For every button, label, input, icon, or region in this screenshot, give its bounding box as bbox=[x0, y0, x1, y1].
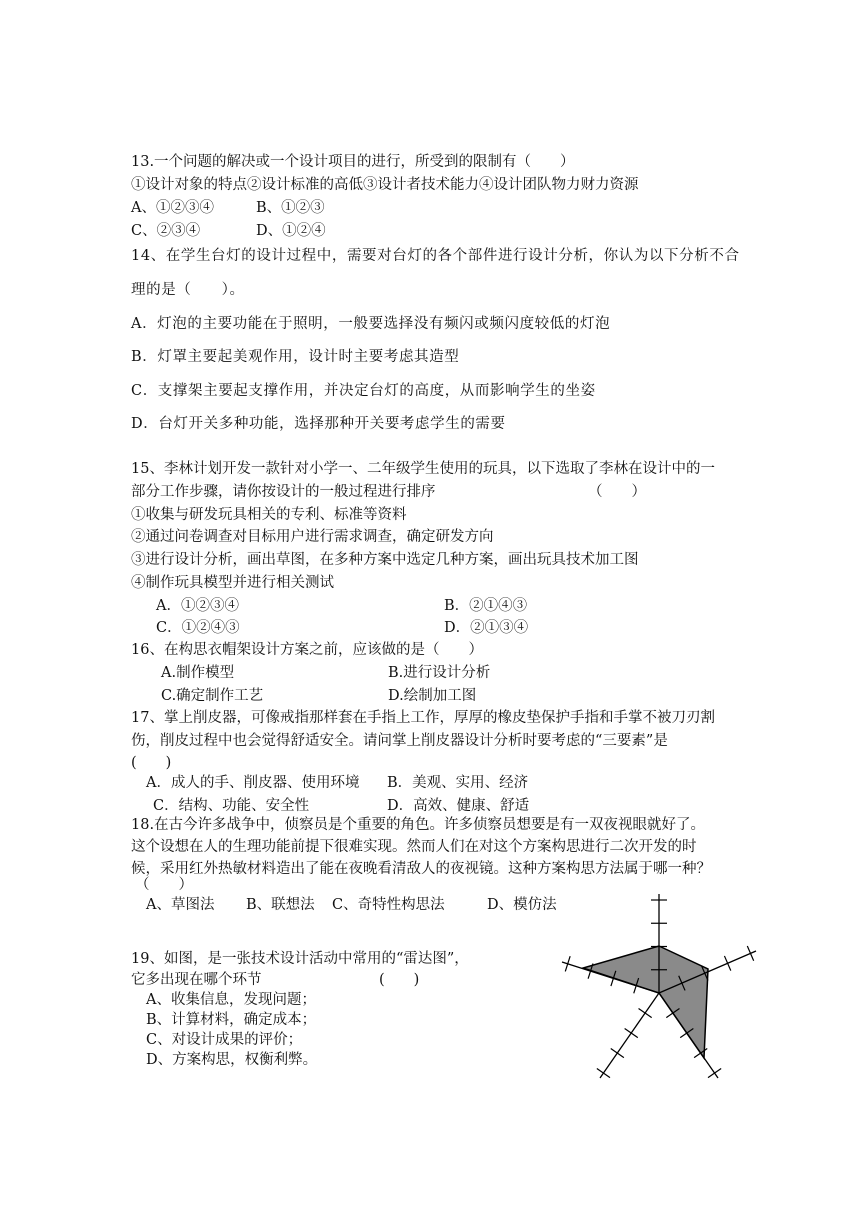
q16-option-c: C.确定制作工艺 bbox=[161, 688, 264, 704]
radar-polygon bbox=[583, 946, 708, 1058]
q17-stem-line2: 伤，削皮过程中也会觉得舒适安全。请问掌上削皮器设计分析时要考虑的“三要素”是 bbox=[131, 733, 668, 749]
q13-stem: 13.一个问题的解决或一个设计项目的进行，所受到的限制有（ ） bbox=[131, 154, 575, 170]
q13-option-c: C、②③④ bbox=[131, 223, 201, 239]
q14-stem-line2: 理的是（ ）。 bbox=[131, 282, 245, 298]
q17-option-b: B．美观、实用、经济 bbox=[387, 775, 529, 791]
q16-option-d: D.绘制加工图 bbox=[388, 688, 477, 704]
radar-tick-axis4-2 bbox=[625, 1028, 638, 1037]
radar-chart-figure bbox=[540, 890, 780, 1090]
q17-option-c: C．结构、功能、安全性 bbox=[153, 798, 310, 814]
radar-tick-axis3-4 bbox=[708, 1069, 721, 1078]
radar-tick-axis4-4 bbox=[597, 1069, 610, 1078]
q14-stem-line1: 14、在学生台灯的设计过程中，需要对台灯的各个部件进行设计分析，你认为以下分析不合 bbox=[131, 248, 740, 264]
q15-answer-paren: （ ） bbox=[588, 484, 646, 500]
q19-option-c: C、对设计成果的评价； bbox=[146, 1032, 303, 1048]
q15-step-2: ②通过问卷调查对目标用户进行需求调查，确定研发方向 bbox=[131, 529, 494, 545]
q15-step-1: ①收集与研发玩具相关的专利、标准等资料 bbox=[131, 507, 407, 523]
q18-option-d: D、模仿法 bbox=[487, 897, 557, 913]
q13-option-a: A、①②③④ bbox=[131, 200, 214, 216]
q17-option-d: D．高效、健康、舒适 bbox=[387, 798, 530, 814]
q15-option-b: B．②①④③ bbox=[444, 598, 528, 614]
q15-option-a: A．①②③④ bbox=[156, 598, 239, 614]
q18-stem-line1: 18.在古今许多战争中，侦察员是个重要的角色。许多侦察员想要是有一双夜视眼就好了。 bbox=[131, 817, 706, 833]
q19-answer-paren: ( ) bbox=[379, 972, 420, 988]
q15-stem-line2: 部分工作步骤，请你按设计的一般过程进行排序 bbox=[131, 484, 436, 500]
q14-option-d: D．台灯开关多种功能，选择那种开关要考虑学生的需要 bbox=[131, 416, 506, 432]
q15-step-4: ④制作玩具模型并进行相关测试 bbox=[131, 575, 334, 591]
q19-option-b: B、计算材料，确定成本； bbox=[146, 1012, 317, 1028]
radar-tick-axis2-3 bbox=[724, 956, 730, 971]
q14-option-b: B．灯罩主要起美观作用，设计时主要考虑其造型 bbox=[131, 349, 460, 365]
q18-option-c: C、奇特性构思法 bbox=[332, 897, 445, 913]
q15-stem-line1: 15、李林计划开发一款针对小学一、二年级学生使用的玩具，以下选取了李林在设计中的一 bbox=[131, 461, 715, 477]
q16-option-a: A.制作模型 bbox=[161, 665, 235, 681]
radar-tick-axis4-1 bbox=[639, 1008, 652, 1017]
q19-option-a: A、收集信息，发现问题； bbox=[146, 992, 316, 1008]
q17-stem-line3: ( ) bbox=[131, 755, 172, 771]
q17-option-a: A．成人的手、削皮器、使用环境 bbox=[146, 775, 360, 791]
radar-tick-axis2-4 bbox=[747, 946, 753, 961]
q16-stem: 16、在构思衣帽架设计方案之前，应该做的是（ ） bbox=[131, 642, 483, 658]
q13-option-b: B、①②③ bbox=[256, 200, 325, 216]
q19-stem-line1: 19、如图，是一张技术设计活动中常用的“雷达图”， bbox=[131, 951, 469, 967]
q13-items: ①设计对象的特点②设计标准的高低③设计者技术能力④设计团队物力财力资源 bbox=[131, 177, 639, 193]
q16-option-b: B.进行设计分析 bbox=[388, 665, 491, 681]
q14-option-c: C．支撑架主要起支撑作用，并决定台灯的高度，从而影响学生的坐姿 bbox=[131, 383, 596, 399]
q18-option-b: B、联想法 bbox=[246, 897, 315, 913]
q18-stem-line3: 候，采用红外热敏材料造出了能在夜晚看清敌人的夜视镜。这种方案构思方法属于哪一种？ bbox=[131, 861, 711, 877]
q15-option-c: C．①②④③ bbox=[156, 620, 240, 636]
q18-stem-line4: （ ） bbox=[135, 877, 193, 893]
q15-step-3: ③进行设计分析，画出草图，在多种方案中选定几种方案，画出玩具技术加工图 bbox=[131, 552, 639, 568]
q18-option-a: A、草图法 bbox=[146, 897, 215, 913]
radar-axis-bottom-left bbox=[600, 993, 659, 1078]
q19-stem-line2: 它多出现在哪个环节 bbox=[131, 972, 262, 988]
q18-stem-line2: 这个设想在人的生理功能前提下很难实现。然而人们在对这个方案构思进行二次开发的时 bbox=[131, 839, 697, 855]
q15-option-d: D．②①③④ bbox=[444, 620, 529, 636]
q14-option-a: A．灯泡的主要功能在于照明，一般要选择没有频闪或频闪度较低的灯泡 bbox=[131, 316, 611, 332]
q19-option-d: D、方案构思，权衡利弊。 bbox=[146, 1052, 318, 1068]
q17-stem-line1: 17、掌上削皮器，可像戒指那样套在手指上工作，厚厚的橡皮垫保护手指和手掌不被刀刃割 bbox=[131, 710, 715, 726]
q13-option-d: D、①②④ bbox=[256, 223, 326, 239]
radar-tick-axis4-3 bbox=[611, 1048, 624, 1057]
